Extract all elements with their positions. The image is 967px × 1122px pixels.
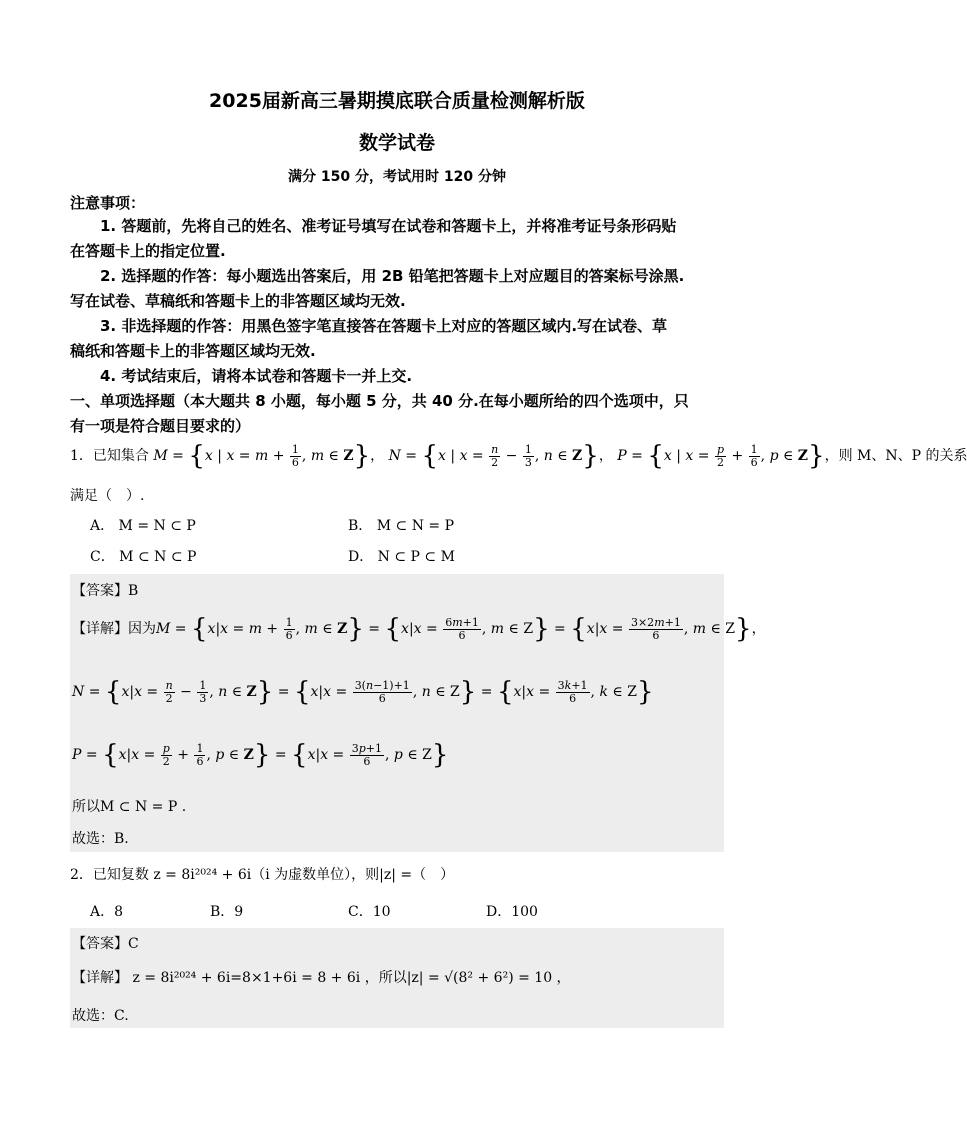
q2-answer: 【答案】C	[72, 936, 139, 952]
q2-stem: 2．已知复数 z = 8i²⁰²⁴ + 6i（i 为虚数单位），则|z| =（ ）	[70, 867, 455, 883]
q1-answer: 【答案】B	[72, 583, 139, 599]
q1-option-b: B． M ⊂ N = P	[348, 518, 455, 534]
q1-choice: 故选：B.	[72, 831, 129, 847]
q1-detail-m: 【详解】因为M = {x|x = m + $\frac{1}{6}$ , m ∈ Z} = {x|x = $\frac{6m+1}{6}$ , m ∈ Z} = {x|x = $\frac{3\times 2m+1}{6}$ , m ∈ Z}，	[72, 614, 766, 644]
exam-meta: 满分 150 分，考试用时 120 分钟	[288, 169, 506, 185]
q1-option-d: D． N ⊂ P ⊂ M	[348, 549, 455, 565]
q2-option-d: D．100	[486, 904, 538, 920]
q1-detail-n: N = {x|x = $\frac{n}{2}$ − $\frac{1}{3}$ , n ∈ Z} = {x|x = $\frac{3(n-1)+1}{6}$ , n ∈ Z} = {x|x = $\frac{3k+1}{6}$ , k ∈ Z}	[72, 677, 654, 707]
q1-detail-p: P = {x|x = $\frac{p}{2}$ + $\frac{1}{6}$ , p ∈ Z} = {x|x = $\frac{3p+1}{6}$ , p ∈ Z}	[72, 740, 449, 770]
notice-item-1a: 1. 答题前，先将自己的姓名、准考证号填写在试卷和答题卡上，并将准考证号条形码贴	[100, 217, 677, 235]
q2-detail: 【详解】 z = 8i²⁰²⁴ + 6i=8×1+6i = 8 + 6i ，所以|z| = √(8² + 6²) = 10 ，	[72, 970, 571, 986]
q2-option-a: A．8	[90, 904, 124, 920]
subject-title: 数学试卷	[358, 132, 435, 154]
notice-item-3a: 3. 非选择题的作答：用黑色签字笔直接答在答题卡上对应的答题区域内.写在试卷、草	[100, 317, 668, 335]
section1-heading-b: 有一项是符合题目要求的）	[70, 417, 251, 435]
notice-item-1b: 在答题卡上的指定位置.	[70, 242, 226, 260]
q1-option-a: A． M = N ⊂ P	[90, 518, 196, 534]
q1-stem: 1．已知集合 M = {x | x = m + $\frac{1}{6}$ , m ∈ Z}， N = {x | x = $\frac{n}{2}$ − $\frac{1}{3}$ , n ∈ Z}， P = {x | x = $\frac{p}{2}$ + $\frac{1}{6}$ , p ∈ Z}，则 M、N、P 的关系	[70, 441, 967, 471]
q1-conclusion: 所以M ⊂ N = P .	[72, 799, 187, 815]
notice-heading: 注意事项：	[70, 194, 146, 212]
q1-option-c: C． M ⊂ N ⊂ P	[90, 549, 197, 565]
section1-heading-a: 一、单项选择题（本大题共 8 小题，每小题 5 分，共 40 分.在每小题所给的四个选项中，只	[70, 392, 689, 410]
q1-stem-line2: 满足（ ）.	[70, 488, 145, 504]
q2-choice: 故选：C.	[72, 1008, 129, 1024]
exam-title: 2025届新高三暑期摸底联合质量检测解析版	[209, 90, 585, 112]
q2-option-b: B．9	[210, 904, 244, 920]
notice-item-2a: 2. 选择题的作答：每小题选出答案后，用 2B 铅笔把答题卡上对应题目的答案标号涂黑.	[100, 267, 685, 285]
notice-item-3b: 稿纸和答题卡上的非答题区域均无效.	[70, 342, 316, 360]
notice-item-4: 4. 考试结束后，请将本试卷和答题卡一并上交.	[100, 367, 413, 385]
notice-item-2b: 写在试卷、草稿纸和答题卡上的非答题区域均无效.	[70, 292, 406, 310]
q2-option-c: C．10	[348, 904, 391, 920]
